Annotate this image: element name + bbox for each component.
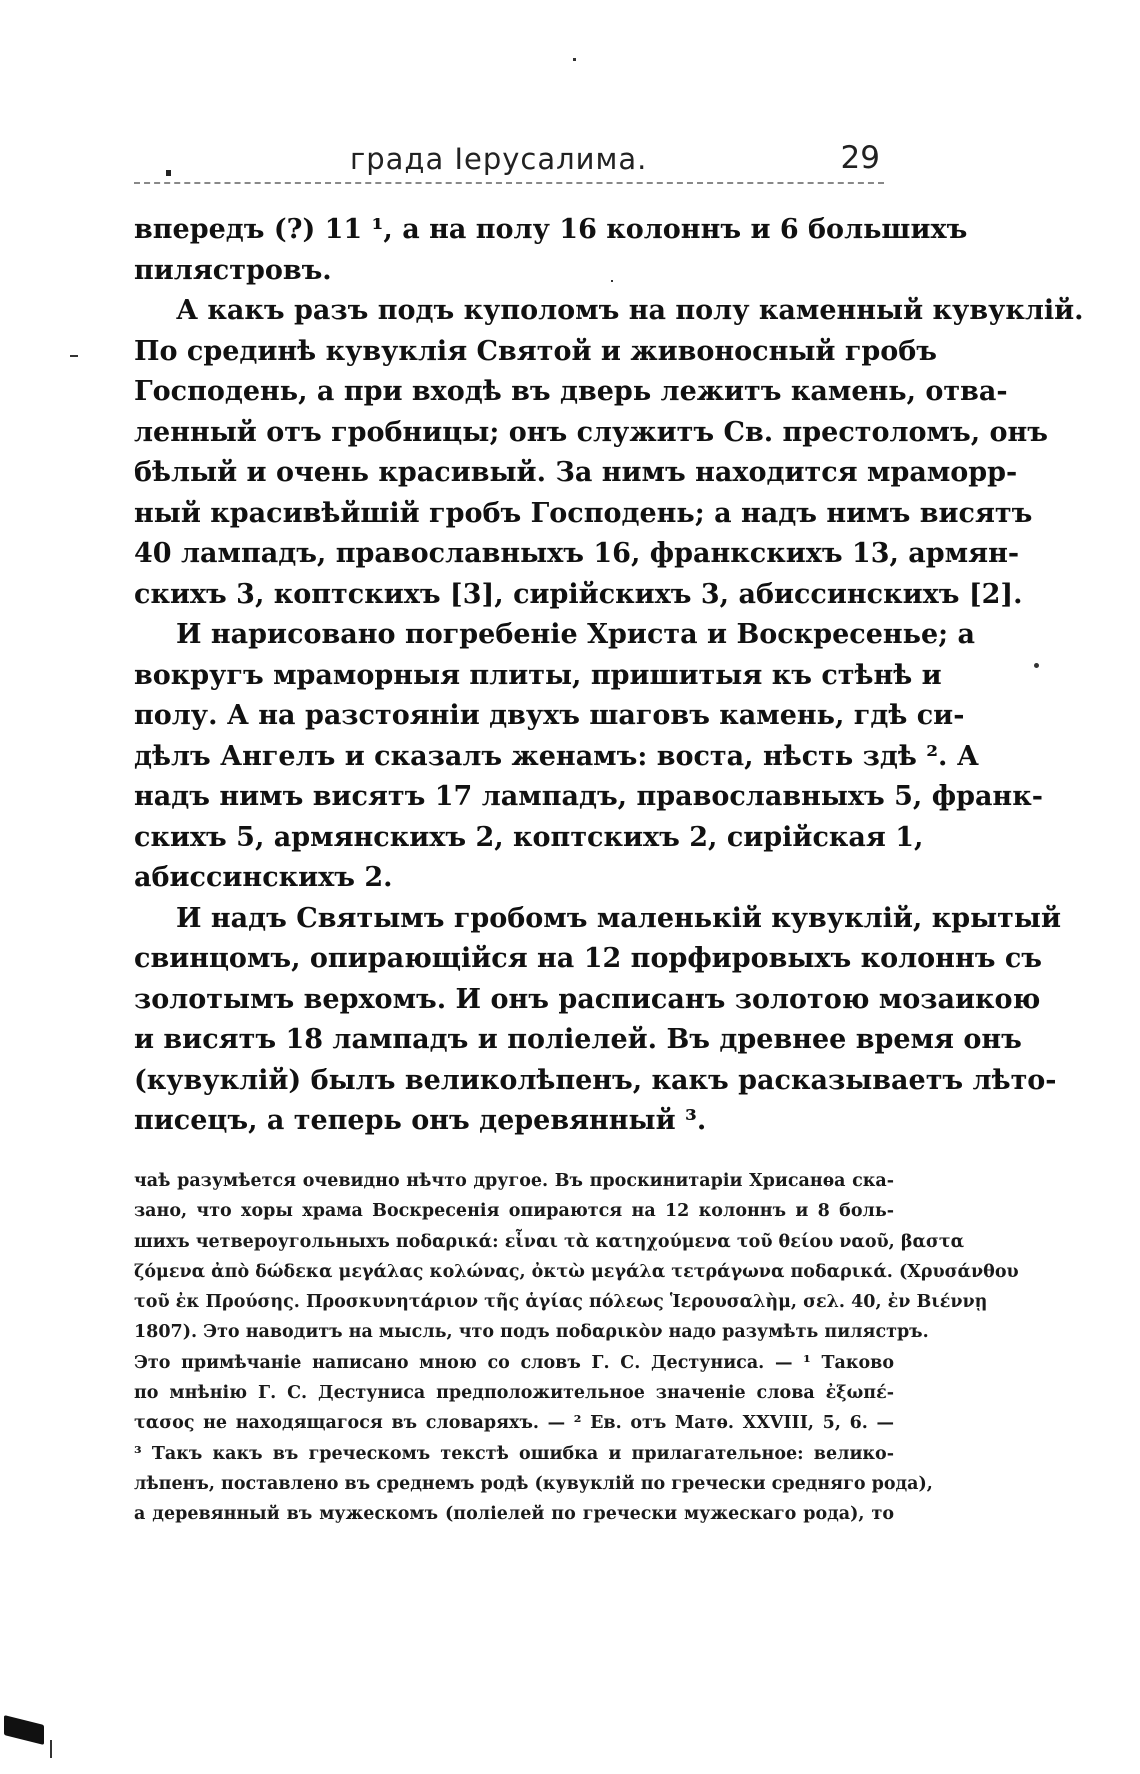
text-line: (кувуклій) былъ великолѣпенъ, какъ расказываетъ лѣто- [134,1064,1057,1096]
text-line: бѣлый и очень красивый. За нимъ находится мраморр- [134,457,1018,488]
footnote-line: ζόμενα ἀπὸ δώδεκα μεγάλας κολώνας, ὀκτὼ μεγάλα τετράγωνα ποδαρικά. (Χρυσάνθου [134,1261,1019,1282]
footnotes [134,1166,1019,1530]
text-line: скихъ 5, армянскихъ 2, коптскихъ 2, сирійская 1, [134,821,924,853]
text-line: и висятъ 18 лампадъ и поліелей. Въ древнее время онъ [134,1024,1022,1055]
footnote-line: шихъ четвероугольныхъ ποδαρικά: εἶναι τὰ κατηχούμενα τοῦ θείου ναοῦ, βαστα [134,1231,965,1252]
scan-artifact-mark [4,1715,44,1745]
footnote-line: чаѣ разумѣется очевидно нѣчто другое. Въ проскинитаріи Хрисанѳа ска- [134,1171,894,1191]
footnote-line: 1807). Это наводитъ на мысль, что подъ ποδαρικὸν надо разумѣть пилястръ. [134,1322,929,1343]
text-line: ный красивѣйшій гробъ Господень; а надъ нимъ висятъ [134,497,1033,529]
footnote-line: зано, что хоры храма Воскресенія опираются на 12 колоннъ и 8 боль- [134,1201,894,1222]
text-line: По срединѣ кувуклія Святой и живоносный гробъ [134,335,937,367]
footnote-line: лѣпенъ, поставлено въ среднемъ родѣ (кувуклій по гречески средняго рода), [134,1473,933,1494]
text-line: дѣлъ Ангелъ и сказалъ женамъ: воста, нѣсть здѣ ². А [134,740,979,772]
text-line: 40 лампадъ, православныхъ 16, франкскихъ 13, армян- [134,538,1020,569]
running-title: града Іерусалима. [350,142,648,176]
text-line: золотымъ верхомъ. И онъ расписанъ золотою мозаикою [134,983,1041,1015]
text-line: А какъ разъ подъ куполомъ на полу каменный кувуклій. [176,295,1084,326]
footnote-line: по мнѣнію Г. С. Дестуниса предположительное значеніе слова ἐξωπέ- [134,1383,894,1404]
text-line: скихъ 3, коптскихъ [3], сирійскихъ 3, абиссинскихъ [2]. [134,578,1023,610]
header-dot [166,170,171,176]
header-rule [134,182,884,184]
text-line: писецъ, а теперь онъ деревянный ³. [134,1105,707,1136]
text-line: И надъ Святымъ гробомъ маленькій кувуклій, крытый [176,902,1061,934]
page-header [130,132,890,182]
ink-speck [573,58,576,61]
text-line: полу. А на разстояніи двухъ шаговъ камень, гдѣ си- [134,700,965,731]
text-line: пилястровъ. [134,254,332,286]
paragraph-1 [134,210,968,291]
footnote-line: τασος не находящагося въ словаряхъ. — ² Ев. отъ Матѳ. XXVIII, 5, 6. — [134,1413,894,1434]
text-line: И нарисовано погребеніе Христа и Воскресенье; а [176,619,976,650]
footnote-line: ³ Такъ какъ въ греческомъ текстѣ ошибка и прилагательное: велико- [134,1443,894,1464]
text-line: свинцомъ, опирающійся на 12 порфировыхъ колоннъ съ [134,943,1042,974]
ink-speck [1034,663,1039,668]
paragraph-2 [134,291,1084,615]
text-line: надъ нимъ висятъ 17 лампадъ, православныхъ 5, франк- [134,781,1043,812]
paragraph-3 [134,615,1043,899]
text-line: впередъ (?) 11 ¹, а на полу 16 колоннъ и 6 большихъ [134,214,968,245]
text-line: ленный отъ гробницы; онъ служитъ Св. престоломъ, онъ [134,416,1049,448]
footnote-line: Это примѣчаніе написано мною со словъ Г. С. Дестуниса. — ¹ Таково [134,1352,894,1373]
footnote-line: τοῦ ἐκ Προύσης. Προσκυνητάριον τῆς ἁγίας πόλεως Ἱερουσαλὴμ, σελ. 40, ἐν Βιέννῃ [134,1292,988,1313]
page-number: 29 [840,140,880,176]
footnote-line: а деревянный въ мужескомъ (поліелей по гречески мужескаго рода), то [134,1504,894,1525]
ink-speck [70,355,78,357]
main-text [134,210,1084,1142]
paragraph-4 [134,899,1061,1142]
text-line: Господень, а при входѣ въ дверь лежитъ камень, отва- [134,376,1008,407]
text-line: вокругъ мраморныя плиты, пришитыя къ стѣнѣ и [134,659,942,691]
text-line: абиссинскихъ 2. [134,862,393,893]
scan-artifact-tick [50,1740,52,1758]
